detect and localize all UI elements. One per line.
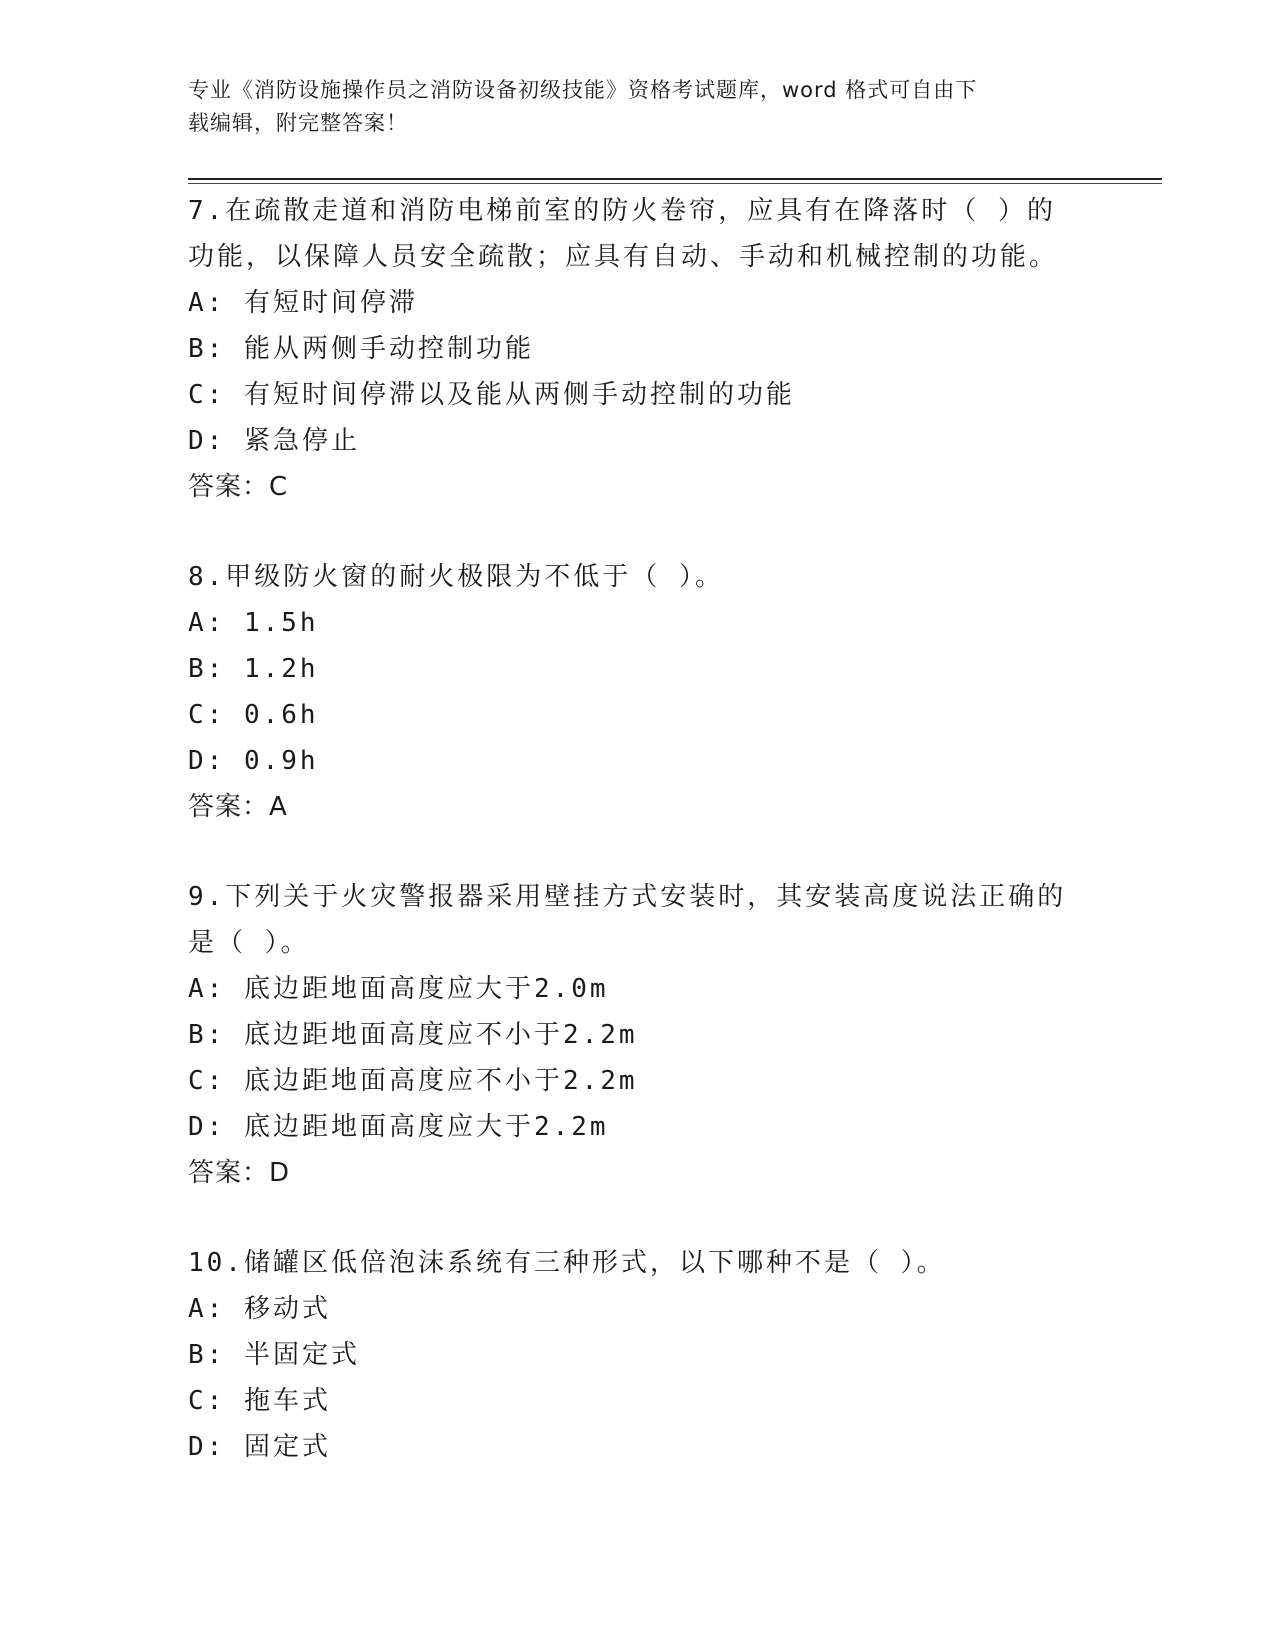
option-a: A: 底边距地面高度应大于2.0m — [188, 974, 609, 1004]
option-c: C: 拖车式 — [188, 1386, 331, 1416]
question-stem: 功能，以保障人员安全疏散；应具有自动、手动和机械控制的功能。 — [188, 242, 1059, 272]
question-7 — [188, 188, 1088, 510]
option-b: B: 底边距地面高度应不小于2.2m — [188, 1020, 638, 1050]
option-d: D: 0.9h — [188, 746, 319, 776]
question-stem: 7.在疏散走道和消防电梯前室的防火卷帘，应具有在降落时（ ）的 — [188, 196, 1056, 226]
question-stem: 9.下列关于火灾警报器采用壁挂方式安装时，其安装高度说法正确的 — [188, 882, 1067, 912]
option-d: D: 紧急停止 — [188, 426, 360, 456]
option-b: B: 半固定式 — [188, 1340, 360, 1370]
option-b: B: 能从两侧手动控制功能 — [188, 334, 534, 364]
question-9 — [188, 874, 1088, 1196]
option-c: C: 底边距地面高度应不小于2.2m — [188, 1066, 638, 1096]
option-d: D: 底边距地面高度应大于2.2m — [188, 1112, 609, 1142]
answer: 答案：C — [188, 472, 289, 502]
question-stem: 8.甲级防火窗的耐火极限为不低于（ ）。 — [188, 562, 724, 592]
option-a: A: 1.5h — [188, 608, 319, 638]
header-line-1: 专业《消防设施操作员之消防设备初级技能》资格考试题库，word 格式可自由下 — [188, 78, 978, 102]
answer: 答案：A — [188, 792, 288, 822]
question-list — [188, 188, 1088, 1470]
option-b: B: 1.2h — [188, 654, 319, 684]
option-c: C: 0.6h — [188, 700, 319, 730]
header-divider-thin — [188, 183, 1162, 184]
option-c: C: 有短时间停滞以及能从两侧手动控制的功能 — [188, 380, 795, 410]
header-divider-thick — [188, 178, 1162, 180]
option-d: D: 固定式 — [188, 1432, 331, 1462]
question-10 — [188, 1240, 1088, 1470]
option-a: A: 有短时间停滞 — [188, 288, 418, 318]
option-a: A: 移动式 — [188, 1294, 331, 1324]
document-header — [188, 74, 1088, 140]
answer: 答案：D — [188, 1158, 291, 1188]
header-line-2: 载编辑，附完整答案！ — [188, 111, 408, 135]
question-stem: 是（ ）。 — [188, 928, 310, 958]
question-8 — [188, 554, 1088, 830]
question-stem: 10.储罐区低倍泡沫系统有三种形式，以下哪种不是（ ）。 — [188, 1248, 946, 1278]
